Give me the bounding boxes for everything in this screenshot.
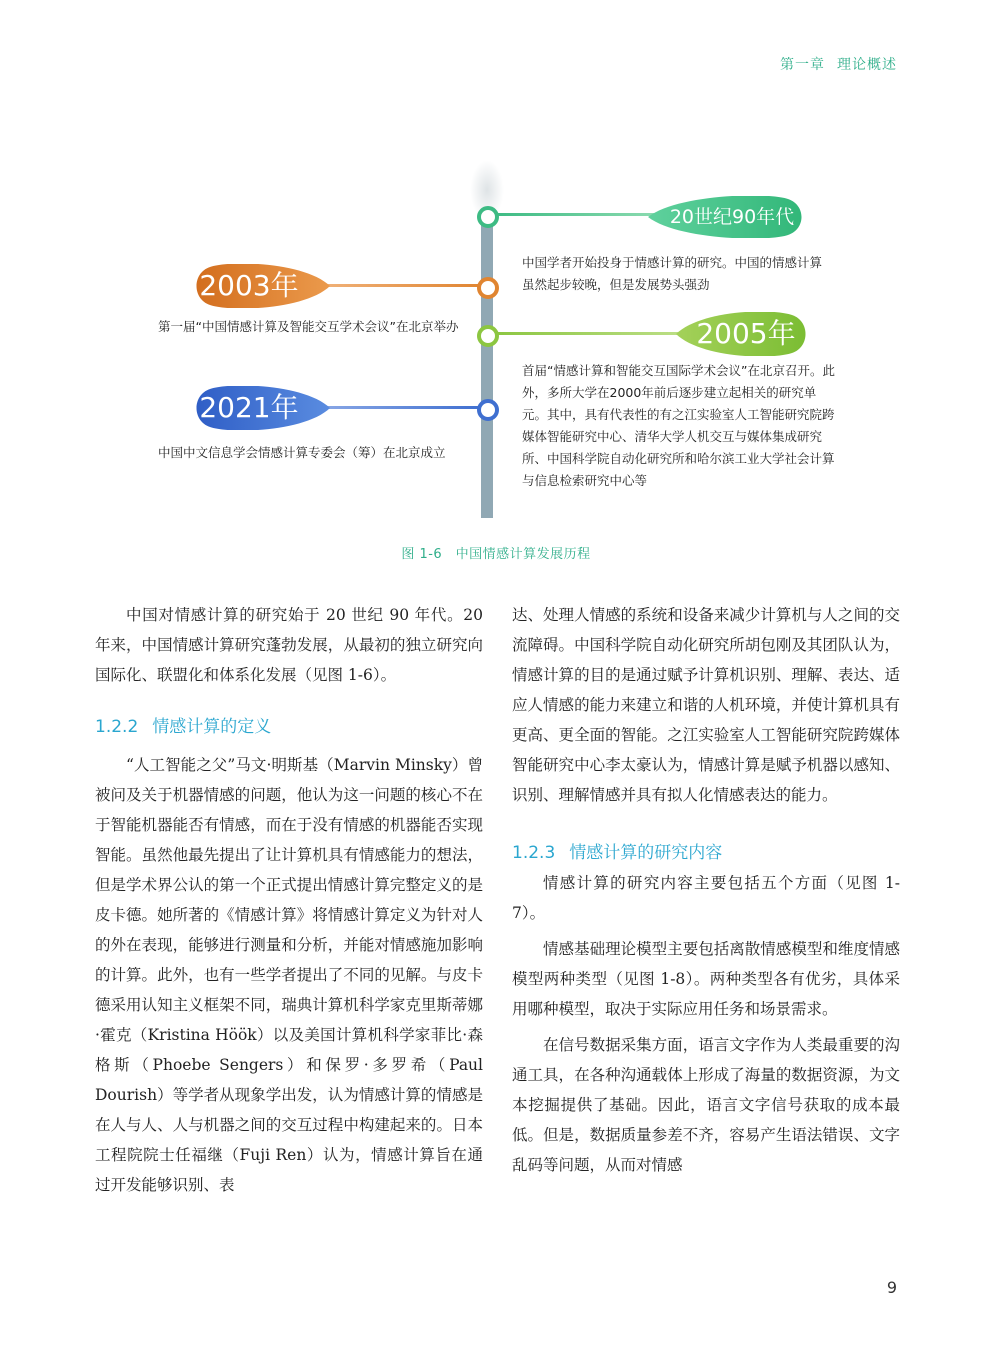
timeline-node-1990s xyxy=(477,206,499,228)
chapter-label: 第一章 xyxy=(780,57,825,73)
year-leaf-1990s xyxy=(664,196,800,238)
year-label-1990s: 20世纪90年代 xyxy=(669,205,795,228)
section-title: 情感计算的研究内容 xyxy=(569,843,723,863)
year-leaf-2003 xyxy=(190,264,308,308)
paragraph: “人工智能之父”马文·明斯基（Marvin Minsky）曾被问及关于机器情感的问题，他认为这一问题的核心不在于智能机器能否有情感，而在于没有情感的机器能否实现智能。虽然他最先提出了让计算机具有情感能力的想法，但是学术界公认的第一个正式提出情感计算完整定义的是皮卡德。她所著的《情感计算》将情感计算定义为针对人的外在表现，能够进行测量和分析，并能对情感施加影响的计算。此外，也有一些学者提出了不同的见解。与皮卡德采用认知主义框架不同，瑞典计算机科学家克里斯蒂娜·霍克（Kristina Höök）以及美国计算机科学家菲比·森格斯（Phoebe Sengers）和保罗·多罗希（Paul Dourish）等学者从现象学出发，认为情感计算的情感是在人与人、人与机器之间的交互过程中构建起来的。日本工程院院士任福继（Fuji Ren）认为，情感计算旨在通过开发能够识别、表 xyxy=(95,756,483,1194)
event-text-2021: 中国中文信息学会情感计算专委会（筹）在北京成立 xyxy=(158,445,446,460)
timeline-connector-2005 xyxy=(494,332,694,335)
event-text-1990s: 中国学者开始投身于情感计算的研究。中国的情感计算虽然起步较晚，但是发展势头强劲 xyxy=(522,255,823,292)
paragraph: 在信号数据采集方面，语言文字作为人类最重要的沟通工具，在各种沟通载体上形成了海量的数据资源，为文本挖掘提供了基础。因此，语言文字信号获取的成本最低。但是，数据质量参差不齐，容易产生语法错误、文字乱码等问题，从而对情感 xyxy=(512,1036,900,1174)
right-column xyxy=(512,600,900,1180)
year-label-2021: 2021年 xyxy=(199,391,299,424)
year-leaf-2021 xyxy=(190,386,308,430)
event-text-2003: 第一届“中国情感计算及智能交互学术会议”在北京举办 xyxy=(158,319,459,334)
section-heading-1-2-3 xyxy=(512,838,900,868)
paragraph: 情感计算的研究内容主要包括五个方面（见图 1-7）。 xyxy=(512,874,900,922)
year-label-2005: 2005年 xyxy=(696,317,796,350)
paragraph: 中国对情感计算的研究始于 20 世纪 90 年代。20 年来，中国情感计算研究蓬勃发展，从最初的独立研究向国际化、联盟化和体系化发展（见图 1-6）。 xyxy=(95,606,483,684)
timeline-axis xyxy=(481,212,493,518)
year-label-2003: 2003年 xyxy=(199,269,299,302)
section-title: 情感计算的定义 xyxy=(152,717,272,737)
left-column xyxy=(95,600,483,1200)
running-header xyxy=(780,54,897,74)
timeline-node-2021 xyxy=(477,399,499,421)
timeline-connector-1990s xyxy=(494,213,664,216)
paragraph: 达、处理人情感的系统和设备来减少计算机与人之间的交流障碍。中国科学院自动化研究所胡包刚及其团队认为，情感计算的目的是通过赋予计算机识别、理解、表达、适应人情感的能力来建立和谐的人机环境，并使计算机具有更高、更全面的智能。之江实验室人工智能研究院跨媒体智能研究中心李太豪认为，情感计算是赋予机器以感知、识别、理解情感并具有拟人化情感表达的能力。 xyxy=(512,606,900,804)
timeline-node-2005 xyxy=(477,325,499,347)
figure-caption: 图 1-6 中国情感计算发展历程 xyxy=(401,547,591,562)
section-number: 1.2.3 xyxy=(512,843,556,863)
event-text-2005: 首届“情感计算和智能交互国际学术会议”在北京召开。此外，多所大学在2000年前后逐步建立起相关的研究单元。其中，具有代表性的有之江实验室人工智能研究院跨媒体智能研究中心、清华大学人机交互与媒体集成研究所、中国科学院自动化研究所和哈尔滨工业大学社会计算与信息检索研究中心等 xyxy=(522,363,835,488)
page-number: 9 xyxy=(886,1278,897,1297)
paragraph: 情感基础理论模型主要包括离散情感模型和维度情感模型两种类型（见图 1-8）。两种类型各有优劣，具体采用哪种模型，取决于实际应用任务和场景需求。 xyxy=(512,940,900,1018)
timeline-figure xyxy=(0,150,992,530)
chapter-title: 理论概述 xyxy=(837,57,897,73)
timeline-node-2003 xyxy=(477,277,499,299)
section-heading-1-2-2 xyxy=(95,712,483,742)
timeline-connector-2021 xyxy=(320,406,482,409)
section-number: 1.2.2 xyxy=(95,717,139,737)
timeline-connector-2003 xyxy=(320,284,482,287)
year-leaf-2005 xyxy=(690,312,802,356)
